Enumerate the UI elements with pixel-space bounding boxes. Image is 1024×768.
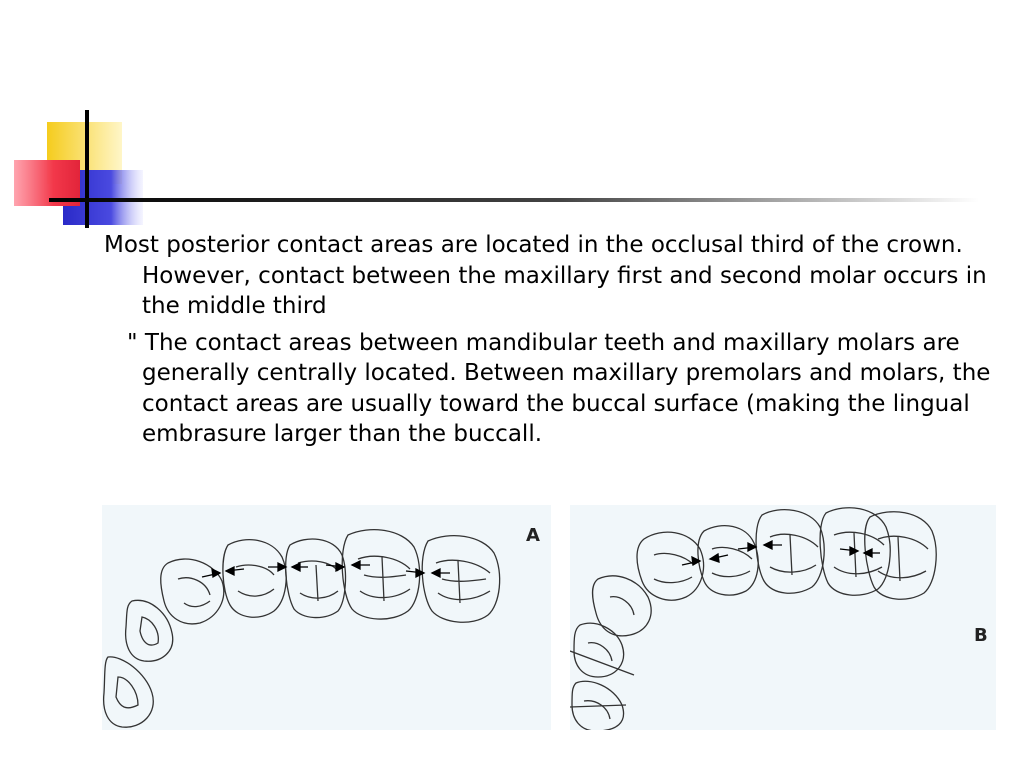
figure-b-label: B <box>974 625 988 646</box>
figure-a-label: A <box>526 525 540 546</box>
tooth-canine <box>593 576 652 636</box>
slide-decoration <box>0 0 1024 240</box>
dental-arch-figure-a <box>102 505 551 730</box>
tooth-molar-1 <box>286 539 346 618</box>
vertical-rule <box>85 110 89 228</box>
tooth-molar-1 <box>756 510 824 594</box>
arch-a-drawing <box>102 505 551 730</box>
contact-arrows-b <box>682 541 880 565</box>
tooth-premolar-2 <box>223 540 286 618</box>
dental-arch-figure-b <box>570 505 996 730</box>
tooth-premolar-1 <box>161 559 224 624</box>
tooth-molar-3 <box>865 512 936 600</box>
bullet-paragraph-2: " The contact areas between mandibular teeth and maxillary molars are generally centrally located. Between maxillary premolars and molars, the contact areas are usually toward the buccal surface (making the lingual embrasure larger than the buccall. <box>127 329 991 447</box>
tooth-molar-2 <box>342 530 419 619</box>
tooth-premolar-2 <box>698 526 758 595</box>
horizontal-rule <box>49 198 979 202</box>
arch-b-drawing <box>570 505 996 730</box>
tooth-canine <box>126 600 173 661</box>
tooth-premolar-1 <box>637 532 704 600</box>
tooth-incisor <box>104 657 154 727</box>
tooth-molar-3 <box>422 536 499 623</box>
slide-body <box>104 230 994 450</box>
bullet-paragraph-1: Most posterior contact areas are located in the occlusal third of the crown. However, contact between the maxillary first and second molar occurs in the middle third <box>104 232 987 319</box>
